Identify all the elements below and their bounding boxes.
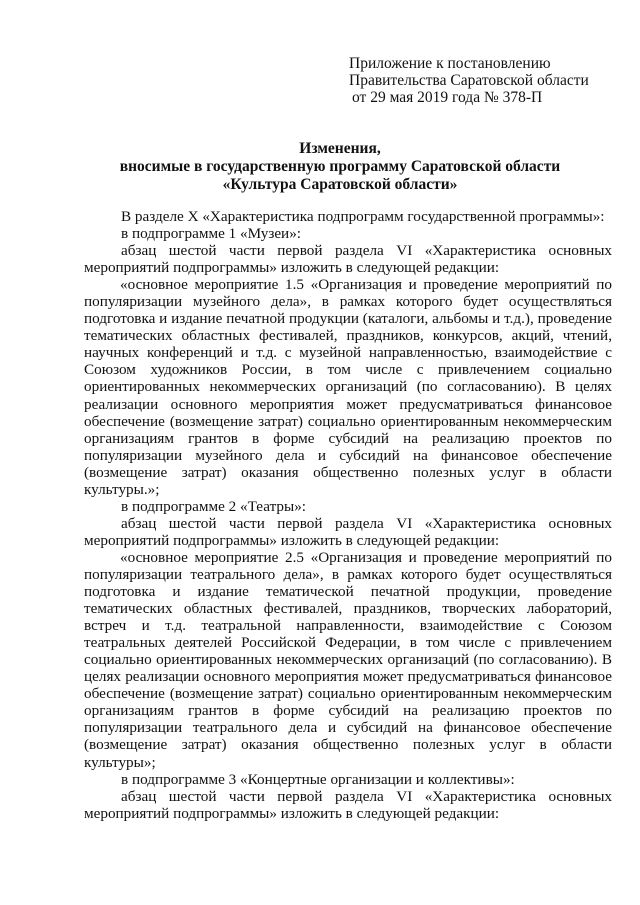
paragraph: «основное мероприятие 2.5 «Организация и проведение мероприятий по популяризации театрального дела», в рамках которого будет осуществляться подготовка и издание тематической печатной продукции, проведение тематических областных фестивалей, праздников, творческих лабораторий, встреч и т.д. театральной направленности, взаимодействие с Союзом театральных деятелей Российской Федерации, в том числе с привлечением социально ориентированных некоммерческих организаций (по согласованию). В целях реализации основного мероприятия может предусматриваться финансовое обеспечение (возмещение затрат) социально ориентированным некоммерческим организациям грантов в форме субсидий на реализацию проектов по популяризации театрального дела и субсидий на финансовое обеспечение (возмещение затрат) оказания общественно полезных услуг в области культуры»;	[84, 548, 612, 771]
title-line-3: «Культура Саратовской области»	[222, 176, 458, 193]
paragraph: в подпрограмме 1 «Музеи»:	[121, 225, 302, 243]
title-line-2: вносимые в государственную программу Саратовской области	[119, 158, 561, 175]
appendix-header	[349, 55, 619, 106]
appendix-header-line-1: Приложение к постановлению	[349, 55, 551, 72]
paragraph: В разделе X «Характеристика подпрограмм государственной программы»:	[121, 208, 605, 225]
paragraph: абзац шестой части первой раздела VI «Характеристика основных мероприятий подпрограммы» изложить в следующей редакции:	[84, 242, 612, 277]
paragraph: абзац шестой части первой раздела VI «Характеристика основных мероприятий подпрограммы» изложить в следующей редакции:	[84, 514, 612, 549]
document-body	[84, 208, 612, 822]
paragraph: в подпрограмме 3 «Концертные организации и коллективы»:	[121, 770, 515, 788]
appendix-header-line-2: Правительства Саратовской области	[349, 72, 589, 89]
paragraph: в подпрограмме 2 «Театры»:	[121, 497, 307, 515]
paragraph: абзац шестой части первой раздела VI «Характеристика основных мероприятий подпрограммы» изложить в следующей редакции:	[84, 787, 612, 822]
document-title	[60, 140, 620, 194]
appendix-header-line-3: от 29 мая 2019 года № 378-П	[352, 89, 543, 106]
title-line-1: Изменения,	[299, 140, 381, 157]
paragraph: «основное мероприятие 1.5 «Организация и проведение мероприятий по популяризации музейного дела», в рамках которого будет осуществляться подготовка и издание печатной продукции (каталоги, альбомы и т.д.), проведение тематических областных фестивалей, праздников, конкурсов, акций, чтений, научных конференций и т.д. с музейной направленностью, взаимодействие с Союзом художников России, в том числе с привлечением социально ориентированных некоммерческих организаций (по согласованию). В целях реализации основного мероприятия может предусматриваться финансовое обеспечение (возмещение затрат) социально ориентированным некоммерческим организациям грантов в форме субсидий на реализацию проектов по популяризации музейного дела и субсидий на финансовое обеспечение (возмещение затрат) оказания общественно полезных услуг в области культуры.»;	[84, 276, 612, 498]
